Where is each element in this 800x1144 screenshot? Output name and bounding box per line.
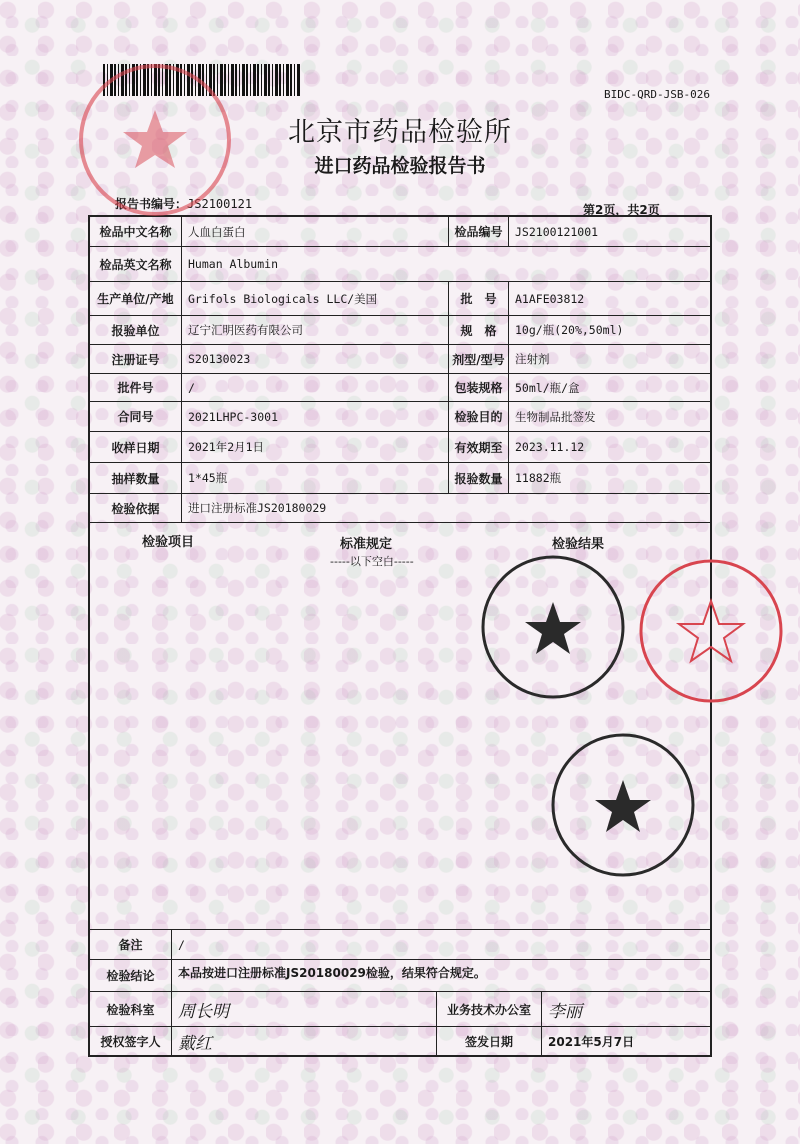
row-value: 2021年2月1日	[182, 432, 449, 463]
row-label: 批件号	[90, 374, 182, 402]
row-label: 收样日期	[90, 432, 182, 463]
row-label: 合同号	[90, 402, 182, 432]
conclusion-value: 本品按进口注册标准JS20180029检验，结果符合规定。	[172, 960, 710, 992]
remark-label: 备注	[90, 930, 172, 960]
row-label-2: 批 号	[449, 282, 509, 316]
row-label-2: 报验数量	[449, 463, 509, 494]
stamp-red-top-left	[75, 60, 235, 220]
row-value: 人血白蛋白	[182, 217, 449, 247]
dept-label: 检验科室	[90, 992, 172, 1027]
row-label-2: 检验目的	[449, 402, 509, 432]
column-header-item: 检验项目	[142, 535, 195, 550]
signer-label: 授权签字人	[90, 1027, 172, 1055]
row-label: 报验单位	[90, 316, 182, 345]
row-value-2: 2023.11.12	[509, 432, 710, 463]
dept-signature: 周长明	[172, 992, 437, 1027]
row-label-2: 检品编号	[449, 217, 509, 247]
row-label: 注册证号	[90, 345, 182, 374]
signer-signature: 戴红	[172, 1027, 437, 1055]
row-value: 辽宁汇明医药有限公司	[182, 316, 449, 345]
row-value: S20130023	[182, 345, 449, 374]
row-value: Human Albumin	[182, 247, 710, 282]
row-label-2: 有效期至	[449, 432, 509, 463]
page-info: 第2页，共2页	[583, 203, 660, 217]
report-title: 进口药品检验报告书	[314, 155, 486, 177]
row-value: Grifols Biologicals LLC/美国	[182, 282, 449, 316]
row-value: 进口注册标准JS20180029	[182, 494, 710, 523]
issue-date: 2021年5月7日	[548, 1034, 635, 1049]
row-value: /	[182, 374, 449, 402]
row-label: 抽样数量	[90, 463, 182, 494]
institute-title: 北京市药品检验所	[288, 117, 512, 148]
row-value-2: 11882瓶	[509, 463, 710, 494]
document-code: BIDC-QRD-JSB-026	[604, 88, 710, 101]
row-label-2: 规 格	[449, 316, 509, 345]
row-value: 2021LHPC-3001	[182, 402, 449, 432]
row-value-2: 50ml/瓶/盒	[509, 374, 710, 402]
row-label: 检品中文名称	[90, 217, 182, 247]
row-label-2: 剂型/型号	[449, 345, 509, 374]
conclusion-label: 检验结论	[90, 960, 172, 992]
row-value: 1*45瓶	[182, 463, 449, 494]
row-value-2: JS2100121001	[509, 217, 710, 247]
remark-value: /	[172, 930, 710, 960]
blank-note: -----以下空白-----	[330, 555, 414, 568]
column-header-result: 检验结果	[552, 537, 605, 552]
row-label: 检验依据	[90, 494, 182, 523]
stamp-liaoning-huiming	[478, 552, 628, 702]
row-value-2: A1AFE03812	[509, 282, 710, 316]
office-label: 业务技术办公室	[437, 992, 542, 1027]
row-label: 检品英文名称	[90, 247, 182, 282]
report-number-label: 报告书编号：	[115, 197, 188, 211]
row-label-2: 包装规格	[449, 374, 509, 402]
stamp-red-quality-2	[636, 556, 786, 706]
office-signature: 李丽	[542, 992, 710, 1027]
row-label: 生产单位/产地	[90, 282, 182, 316]
row-value-2: 生物制品批签发	[509, 402, 710, 432]
column-header-standard: 标准规定	[340, 537, 393, 552]
report-number-value: JS2100121	[187, 197, 253, 211]
issue-date-label: 签发日期	[437, 1027, 542, 1055]
row-value-2: 10g/瓶(20%,50ml)	[509, 316, 710, 345]
row-value-2: 注射剂	[509, 345, 710, 374]
stamp-sichuan-biological	[548, 730, 698, 880]
